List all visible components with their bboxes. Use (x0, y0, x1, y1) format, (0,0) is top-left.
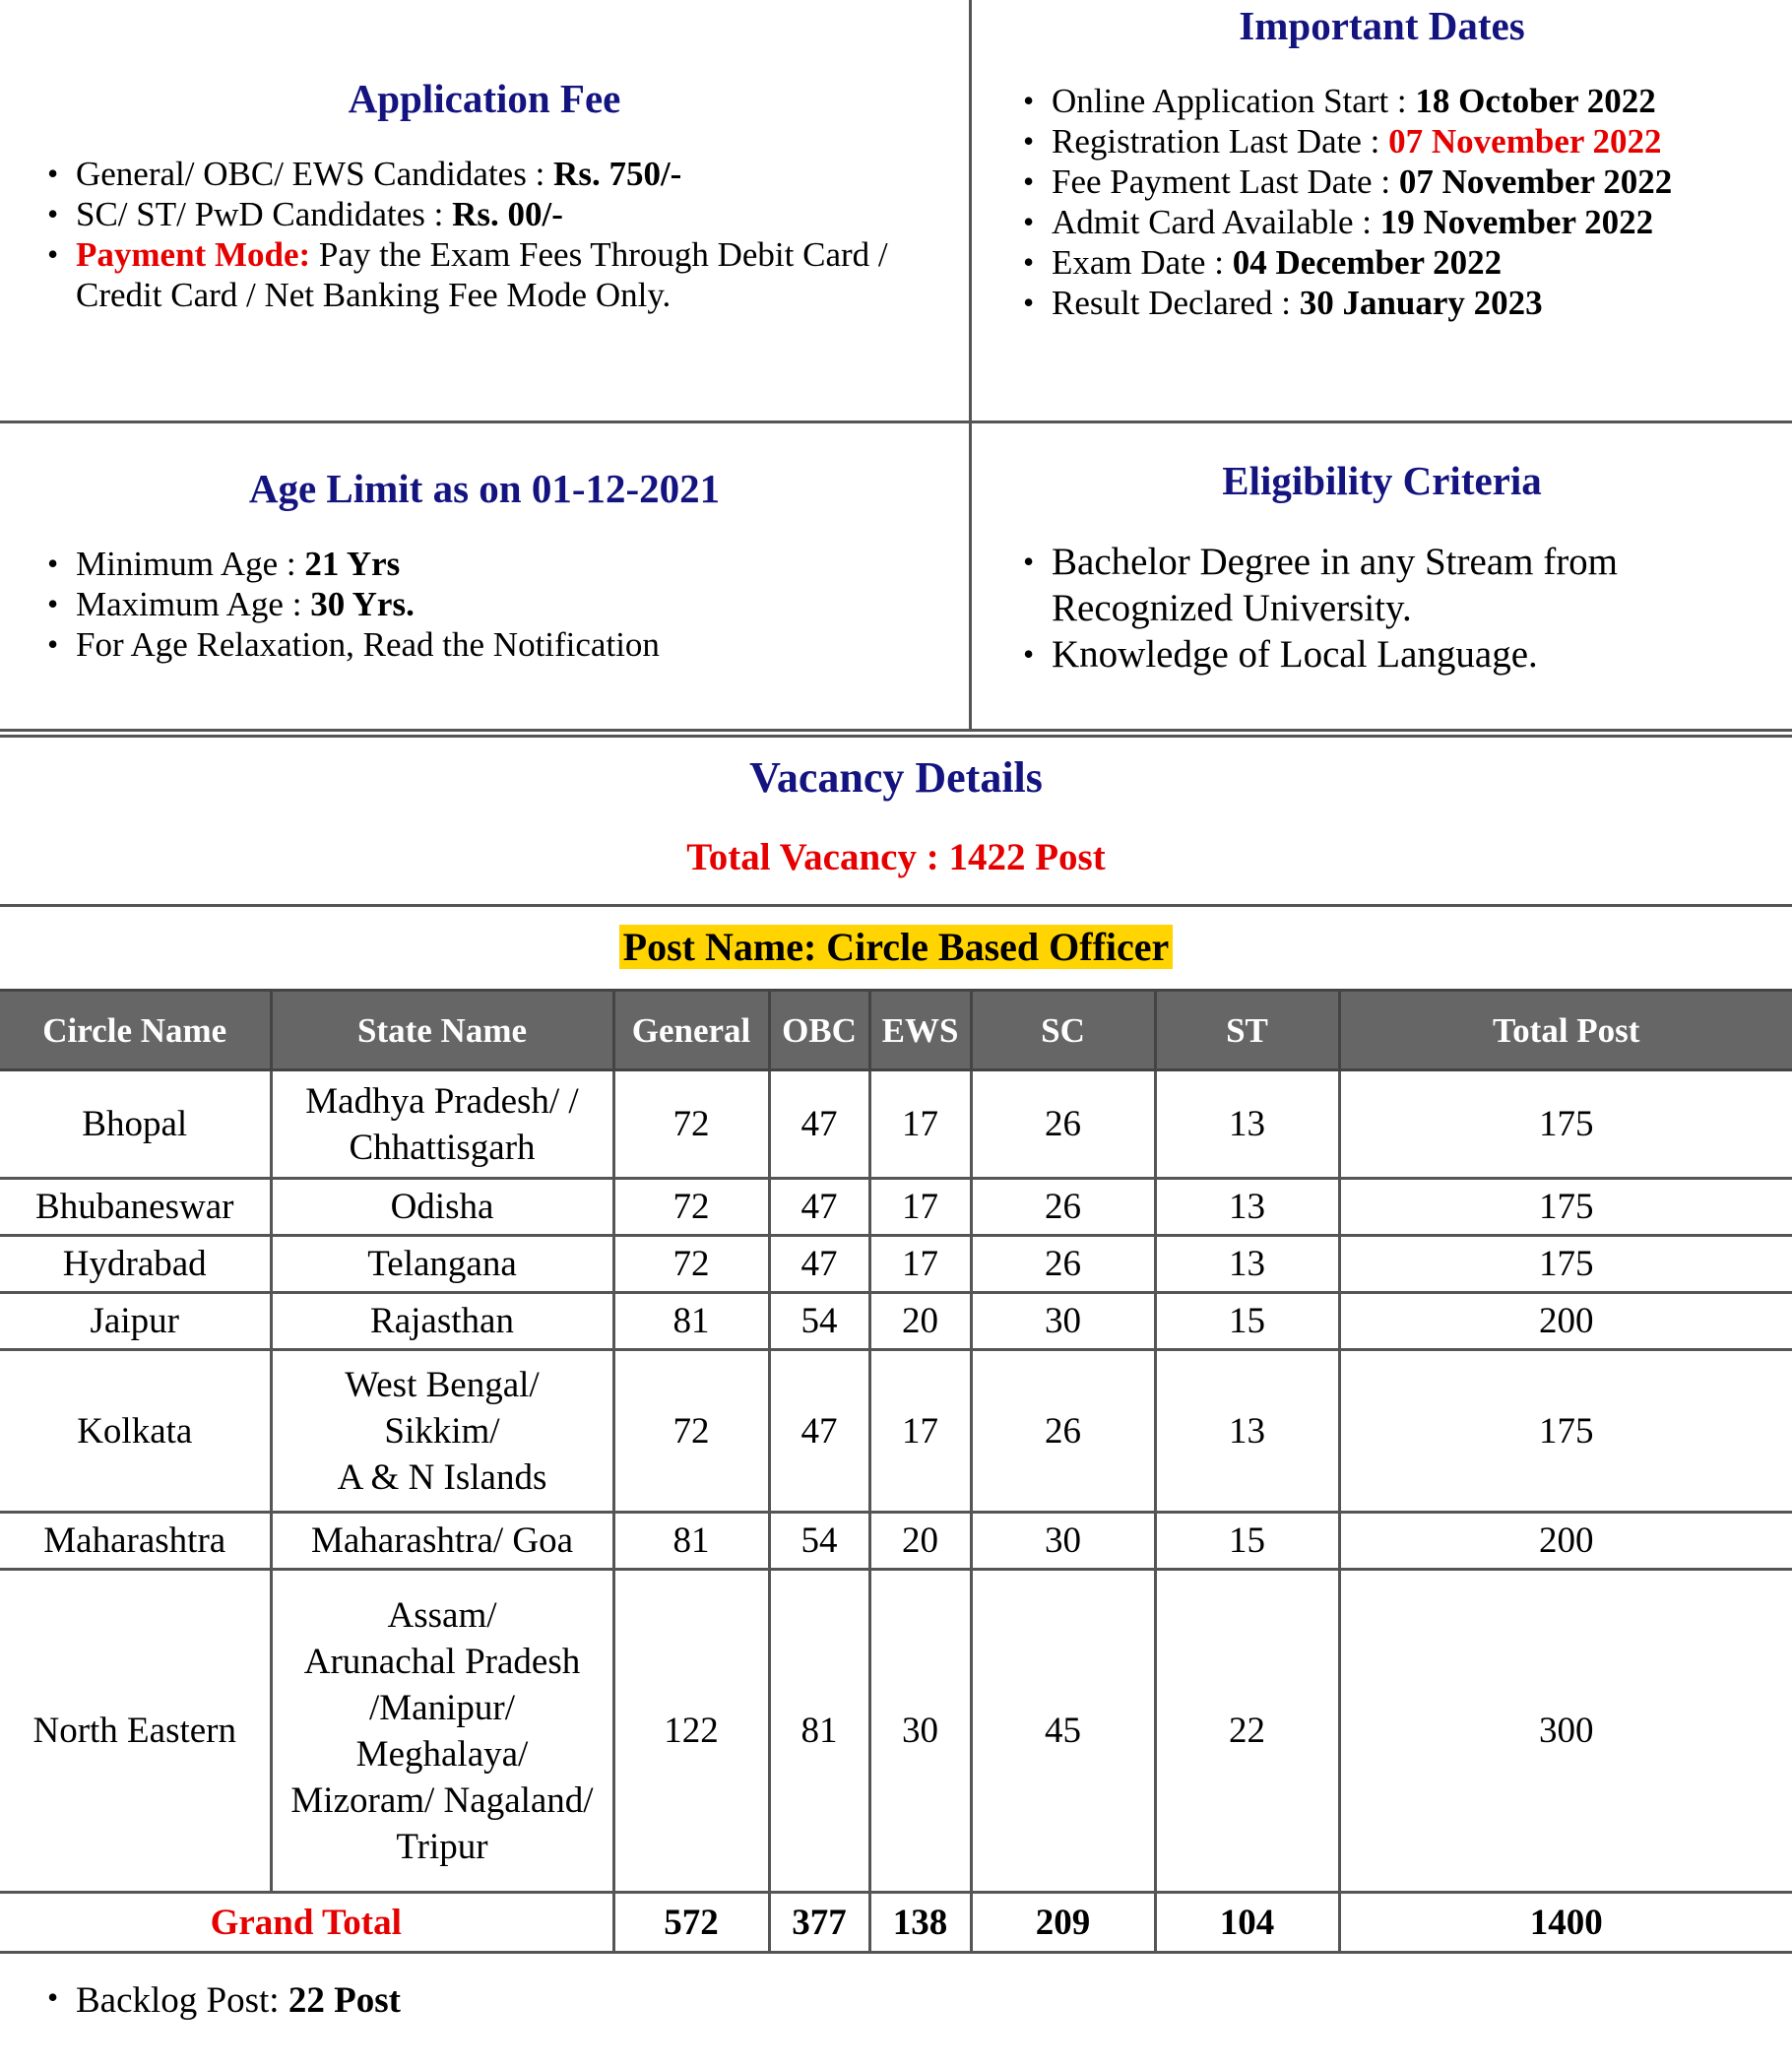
cell-st: 15 (1155, 1293, 1339, 1350)
state-name-line: Tripur (396, 1826, 488, 1867)
cell-st: 22 (1155, 1570, 1339, 1893)
cell-ews: 17 (869, 1179, 971, 1236)
grand-total-label: Grand Total (0, 1893, 613, 1953)
cell-sc: 26 (971, 1236, 1155, 1293)
state-name-line: /Manipur/ (369, 1687, 515, 1728)
cell-total: 175 (1339, 1236, 1792, 1293)
application-fee-list (76, 154, 942, 315)
table-row (0, 1350, 1792, 1513)
cell-ews: 20 (869, 1293, 971, 1350)
fee-item-sc-st: • SC/ ST/ PwD Candidates : Rs. 00/- (76, 194, 942, 234)
fee-item-payment-mode: • Payment Mode: Pay the Exam Fees Through Debit Card / Credit Card / Net Banking Fee Mode Only. (76, 234, 942, 315)
grand-total-row (0, 1893, 1792, 1953)
cell-sc: 26 (971, 1179, 1155, 1236)
age-item-relaxation: • For Age Relaxation, Read the Notification (76, 624, 942, 665)
state-name-line: Mizoram/ Nagaland/ (290, 1779, 594, 1821)
grand-total-st: 104 (1155, 1893, 1339, 1953)
cell-sc: 45 (971, 1570, 1155, 1893)
cell-obc: 81 (769, 1570, 869, 1893)
state-name-line: Meghalaya/ (355, 1733, 529, 1775)
age-item-maximum: • Maximum Age : 30 Yrs. (76, 584, 942, 624)
cell-general: 122 (613, 1570, 769, 1893)
cell-st: 13 (1155, 1179, 1339, 1236)
vacancy-divider (0, 904, 1792, 907)
cell-circle-name: North Eastern (0, 1570, 271, 1893)
cell-state-name (271, 1513, 613, 1570)
cell-general: 81 (613, 1513, 769, 1570)
cell-st: 13 (1155, 1350, 1339, 1513)
date-item: • Fee Payment Last Date : 07 November 2022 (1052, 162, 1780, 202)
cell-ews: 17 (869, 1070, 971, 1179)
cell-general: 72 (613, 1236, 769, 1293)
state-name-line: Odisha (390, 1187, 494, 1227)
column-divider (969, 0, 972, 732)
cell-circle-name: Maharashtra (0, 1513, 271, 1570)
cell-total: 200 (1339, 1513, 1792, 1570)
header-total-post: Total Post (1339, 991, 1792, 1070)
important-dates-list (1052, 81, 1780, 323)
cell-state-name (271, 1236, 613, 1293)
state-name-line: Sikkim/ (384, 1410, 500, 1452)
grand-total-ews: 138 (869, 1893, 971, 1953)
cell-obc: 47 (769, 1179, 869, 1236)
cell-sc: 30 (971, 1293, 1155, 1350)
cell-general: 72 (613, 1070, 769, 1179)
eligibility-title: Eligibility Criteria (1222, 458, 1542, 503)
state-name-line: West Bengal/ (345, 1364, 540, 1405)
cell-total: 175 (1339, 1070, 1792, 1179)
vacancy-title: Vacancy Details (749, 753, 1043, 802)
cell-obc: 54 (769, 1513, 869, 1570)
table-row (0, 1179, 1792, 1236)
row-divider (0, 420, 1792, 423)
cell-total: 200 (1339, 1293, 1792, 1350)
header-general: General (613, 991, 769, 1070)
date-item: • Online Application Start : 18 October 2022 (1052, 81, 1780, 121)
state-name-line: Rajasthan (370, 1301, 514, 1341)
cell-state-name (271, 1350, 613, 1513)
table-row (0, 1236, 1792, 1293)
state-name-line: Chhattisgarh (349, 1127, 536, 1168)
state-name-line: Madhya Pradesh/ / (305, 1080, 579, 1122)
cell-obc: 47 (769, 1070, 869, 1179)
cell-sc: 26 (971, 1350, 1155, 1513)
cell-sc: 30 (971, 1513, 1155, 1570)
eligibility-item: • Bachelor Degree in any Stream from Recognized University. (1052, 539, 1682, 631)
cell-circle-name: Hydrabad (0, 1236, 271, 1293)
cell-state-name (271, 1179, 613, 1236)
date-item: • Admit Card Available : 19 November 2022 (1052, 202, 1780, 242)
grand-total-total: 1400 (1339, 1893, 1792, 1953)
cell-total: 300 (1339, 1570, 1792, 1893)
cell-general: 72 (613, 1179, 769, 1236)
header-st: ST (1155, 991, 1339, 1070)
grand-total-sc: 209 (971, 1893, 1155, 1953)
table-row (0, 1570, 1792, 1893)
state-name-line: Assam/ (387, 1594, 497, 1636)
cell-obc: 54 (769, 1293, 869, 1350)
age-limit-list (76, 544, 942, 665)
cell-obc: 47 (769, 1236, 869, 1293)
age-limit-title: Age Limit as on 01-12-2021 (248, 466, 721, 511)
vacancy-table (0, 989, 1792, 1954)
cell-state-name (271, 1070, 613, 1179)
fee-item-general: • General/ OBC/ EWS Candidates : Rs. 750/- (76, 154, 942, 194)
cell-circle-name: Jaipur (0, 1293, 271, 1350)
date-item: • Result Declared : 30 January 2023 (1052, 283, 1780, 323)
section-divider (0, 729, 1792, 732)
post-name: Post Name: Circle Based Officer (619, 925, 1174, 969)
state-name-line: Telangana (367, 1244, 517, 1284)
table-row (0, 1513, 1792, 1570)
table-header-row (0, 991, 1792, 1070)
cell-state-name (271, 1293, 613, 1350)
state-name-line: A & N Islands (337, 1456, 547, 1498)
eligibility-item: • Knowledge of Local Language. (1052, 631, 1682, 678)
backlog-post: • Backlog Post: 22 Post (76, 1979, 401, 2022)
date-item: • Exam Date : 04 December 2022 (1052, 242, 1780, 283)
cell-sc: 26 (971, 1070, 1155, 1179)
cell-general: 72 (613, 1350, 769, 1513)
cell-obc: 47 (769, 1350, 869, 1513)
eligibility-list (1052, 539, 1682, 678)
header-obc: OBC (769, 991, 869, 1070)
cell-ews: 20 (869, 1513, 971, 1570)
header-circle-name: Circle Name (0, 991, 271, 1070)
cell-circle-name: Kolkata (0, 1350, 271, 1513)
application-fee-title: Application Fee (348, 76, 621, 121)
header-ews: EWS (869, 991, 971, 1070)
cell-general: 81 (613, 1293, 769, 1350)
cell-circle-name: Bhubaneswar (0, 1179, 271, 1236)
cell-st: 13 (1155, 1236, 1339, 1293)
date-item: • Registration Last Date : 07 November 2022 (1052, 121, 1780, 162)
state-name-line: Maharashtra/ Goa (310, 1520, 574, 1561)
state-name-line: Arunachal Pradesh (303, 1641, 581, 1682)
age-item-minimum: • Minimum Age : 21 Yrs (76, 544, 942, 584)
grand-total-general: 572 (613, 1893, 769, 1953)
cell-state-name (271, 1570, 613, 1893)
total-vacancy: Total Vacancy : 1422 Post (686, 836, 1106, 878)
table-row (0, 1070, 1792, 1179)
cell-total: 175 (1339, 1179, 1792, 1236)
cell-ews: 17 (869, 1350, 971, 1513)
cell-circle-name: Bhopal (0, 1070, 271, 1179)
header-sc: SC (971, 991, 1155, 1070)
cell-st: 13 (1155, 1070, 1339, 1179)
grand-total-obc: 377 (769, 1893, 869, 1953)
important-dates-title: Important Dates (1239, 3, 1525, 48)
post-name-heading (0, 924, 1792, 970)
section-divider-double (0, 735, 1792, 738)
cell-total: 175 (1339, 1350, 1792, 1513)
header-state-name: State Name (271, 991, 613, 1070)
cell-ews: 17 (869, 1236, 971, 1293)
cell-st: 15 (1155, 1513, 1339, 1570)
cell-ews: 30 (869, 1570, 971, 1893)
table-row (0, 1293, 1792, 1350)
